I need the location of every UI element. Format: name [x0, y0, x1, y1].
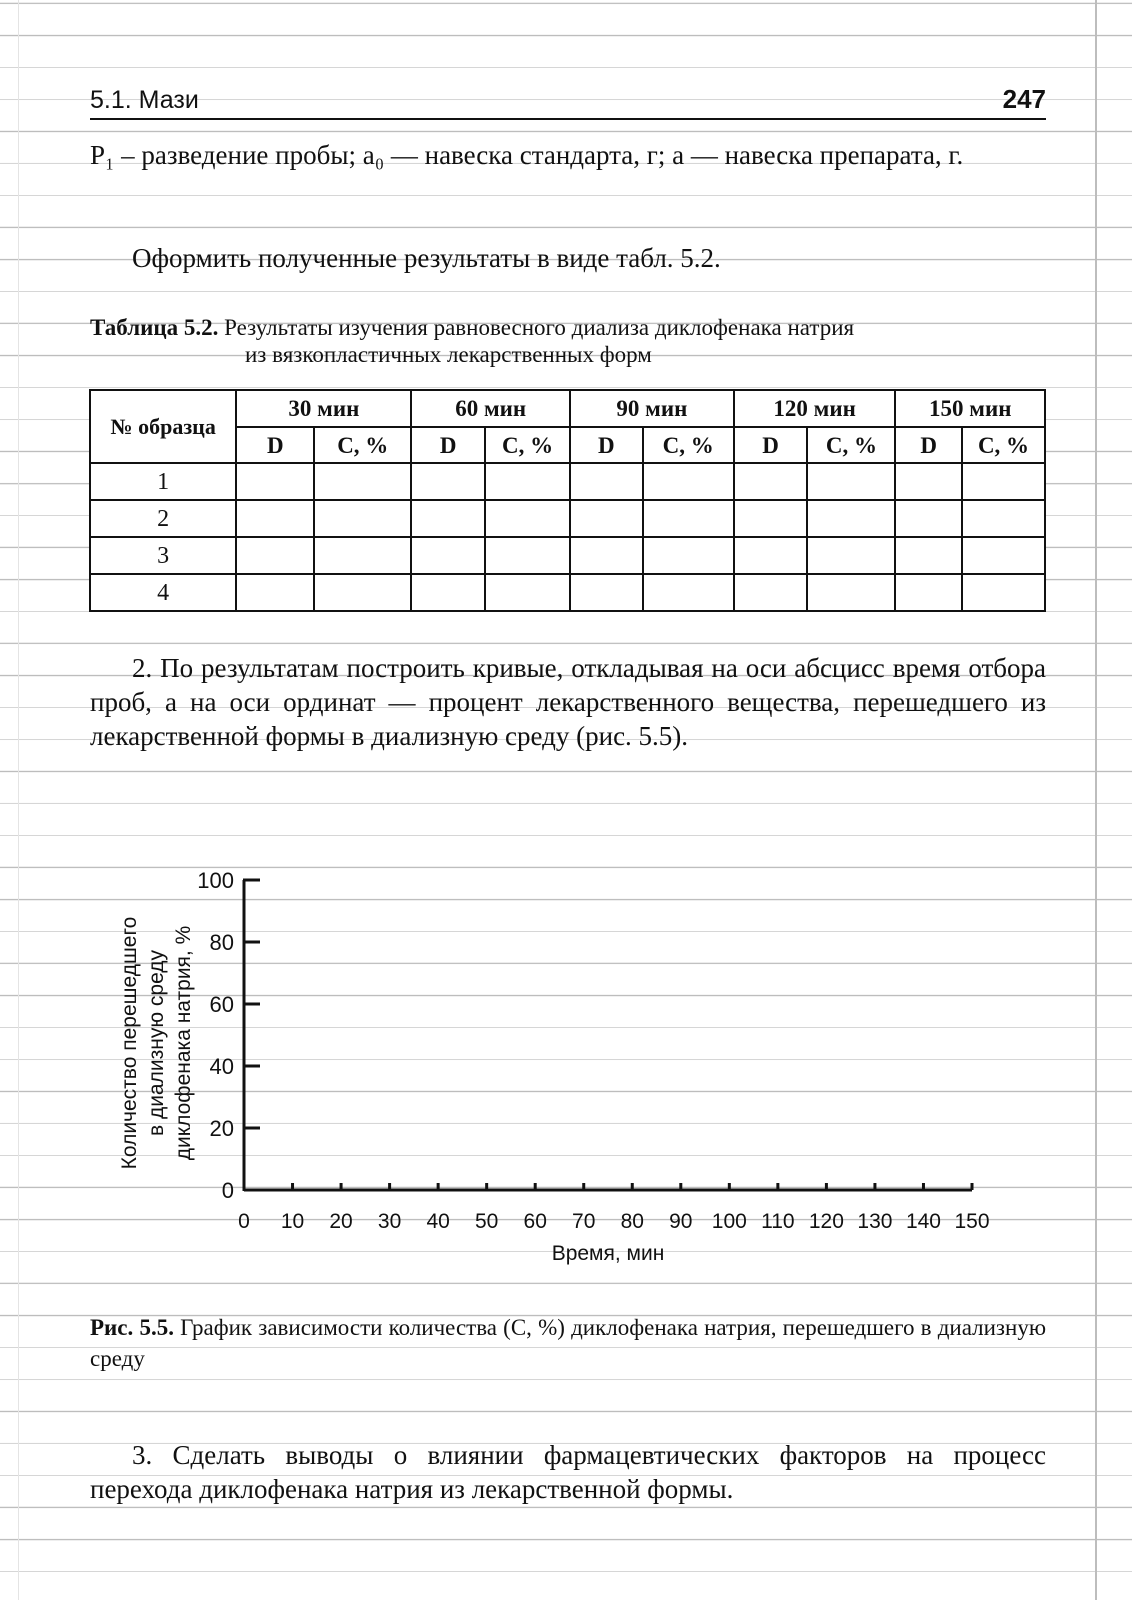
- sub-header-c: C, %: [962, 427, 1045, 463]
- notebook-left-rule: [18, 0, 19, 1600]
- sub-header-d: D: [570, 427, 643, 463]
- table-cell: [314, 463, 411, 500]
- sub-header-d: D: [411, 427, 485, 463]
- x-tick-label: 50: [474, 1210, 499, 1233]
- dialysis-chart: [90, 870, 1010, 1295]
- y-axis-label-line: диклофенака натрия, %: [172, 925, 195, 1161]
- x-tick-label: 110: [761, 1210, 795, 1233]
- table-cell: [962, 463, 1045, 500]
- table-cell: [236, 537, 314, 574]
- table-cell: [570, 537, 643, 574]
- table-cell: [895, 574, 962, 611]
- sub-header-d: D: [895, 427, 962, 463]
- x-tick-label: 120: [808, 1210, 844, 1233]
- x-tick-label: 60: [523, 1210, 547, 1233]
- table-caption-line2: из вязкопластичных лекарственных форм: [245, 342, 652, 367]
- table-cell: [314, 574, 411, 611]
- table-cell: [734, 574, 808, 611]
- table-cell: [734, 537, 808, 574]
- table-cell: [570, 500, 643, 537]
- sub-header-d: D: [734, 427, 808, 463]
- sub-header-c: C, %: [643, 427, 734, 463]
- table-cell: [411, 537, 485, 574]
- instruction-plot: 2. По результатам построить кривые, откладывая на оси абсцисс время отбора проб, а на оси ординат — процент лекарственного вещества, перешедшего из лекарственной формы в диализную среду (рис. 5.5).: [90, 653, 1046, 751]
- page-number: 247: [1002, 84, 1046, 114]
- row-number: 4: [90, 574, 236, 611]
- y-axis-label-line: Количество перешедшего: [118, 916, 141, 1170]
- table-cell: [314, 500, 411, 537]
- table-cell: [734, 463, 808, 500]
- table-cell: [485, 537, 570, 574]
- table-row: [90, 537, 1045, 574]
- table-caption-label: Таблица 5.2.: [90, 315, 219, 340]
- x-tick-label: 90: [669, 1210, 693, 1233]
- row-number: 2: [90, 500, 236, 537]
- row-number: 3: [90, 537, 236, 574]
- y-tick-label: 20: [209, 1116, 234, 1141]
- instruction-table: Оформить полученные результаты в виде табл. 5.2.: [132, 243, 721, 273]
- table-cell: [734, 500, 808, 537]
- table-cell: [236, 500, 314, 537]
- sub-header-c: C, %: [485, 427, 570, 463]
- table-cell: [643, 574, 734, 611]
- sub-header-d: D: [236, 427, 314, 463]
- instruction-conclusions: 3. Сделать выводы о влиянии фармацевтических факторов на процесс перехода диклофенака натрия из лекарственной формы.: [90, 1440, 1046, 1504]
- table-cell: [807, 463, 895, 500]
- x-tick-label: 40: [426, 1210, 450, 1233]
- table-cell: [962, 500, 1045, 537]
- table-cell: [485, 500, 570, 537]
- table-cell: [643, 500, 734, 537]
- table-cell: [643, 537, 734, 574]
- time-header-90: 90 мин: [570, 390, 734, 427]
- table-cell: [570, 463, 643, 500]
- table-cell: [236, 463, 314, 500]
- table-cell: [411, 463, 485, 500]
- y-tick-label: 40: [209, 1054, 234, 1079]
- x-axis-label: Время, мин: [551, 1242, 665, 1265]
- table-cell: [807, 574, 895, 611]
- sub-header-c: C, %: [807, 427, 895, 463]
- running-header: [90, 84, 1046, 120]
- notebook-margin-rule: [1095, 0, 1097, 1600]
- table-cell: [962, 537, 1045, 574]
- results-table: [89, 389, 1046, 612]
- table-cell: [895, 463, 962, 500]
- table-cell: [411, 500, 485, 537]
- table-cell: [485, 463, 570, 500]
- table-row: [90, 574, 1045, 611]
- table-cell: [485, 574, 570, 611]
- y-tick-label: 0: [221, 1178, 234, 1203]
- table-cell: [962, 574, 1045, 611]
- x-tick-label: 140: [905, 1210, 941, 1233]
- table-cell: [895, 537, 962, 574]
- x-tick-label: 150: [954, 1210, 990, 1233]
- table-cell: [411, 574, 485, 611]
- time-header-60: 60 мин: [411, 390, 570, 427]
- table-cell: [895, 500, 962, 537]
- y-tick-label: 100: [197, 870, 234, 893]
- sample-number-header: № образца: [90, 390, 236, 463]
- row-number: 1: [90, 463, 236, 500]
- formula-legend: P₁ – разведение пробы; a₀ — навеска стандарта, г; a — навеска препарата, г.: [90, 140, 964, 170]
- table-cell: [807, 500, 895, 537]
- table-cell: [643, 463, 734, 500]
- table-header-row: [90, 390, 1045, 427]
- x-tick-label: 80: [620, 1210, 644, 1233]
- x-tick-label: 70: [572, 1210, 596, 1233]
- x-tick-label: 0: [238, 1210, 250, 1233]
- x-tick-label: 10: [280, 1210, 305, 1233]
- figure-label: Рис. 5.5.: [90, 1315, 174, 1340]
- table-caption: [90, 314, 1046, 368]
- table-cell: [570, 574, 643, 611]
- x-tick-label: 20: [329, 1210, 353, 1233]
- table-row: [90, 500, 1045, 537]
- table-cell: [314, 537, 411, 574]
- sub-header-c: C, %: [314, 427, 411, 463]
- figure-caption: [90, 1312, 1046, 1374]
- time-header-30: 30 мин: [236, 390, 411, 427]
- table-cell: [236, 574, 314, 611]
- table-cell: [807, 537, 895, 574]
- time-header-120: 120 мин: [734, 390, 896, 427]
- x-tick-label: 100: [711, 1210, 747, 1233]
- x-tick-label: 130: [857, 1210, 893, 1233]
- table-row: [90, 463, 1045, 500]
- y-tick-label: 80: [209, 930, 234, 955]
- y-axis-label-line: в диализную среду: [145, 949, 168, 1137]
- x-tick-label: 30: [377, 1210, 402, 1233]
- time-header-150: 150 мин: [895, 390, 1045, 427]
- running-title: 5.1. Мази: [90, 86, 199, 114]
- figure-caption-text: График зависимости количества (С, %) диклофенака натрия, перешедшего в диализную среду: [90, 1315, 1047, 1371]
- table-caption-line1: Результаты изучения равновесного диализа диклофенака натрия: [224, 315, 855, 340]
- y-tick-label: 60: [209, 992, 234, 1017]
